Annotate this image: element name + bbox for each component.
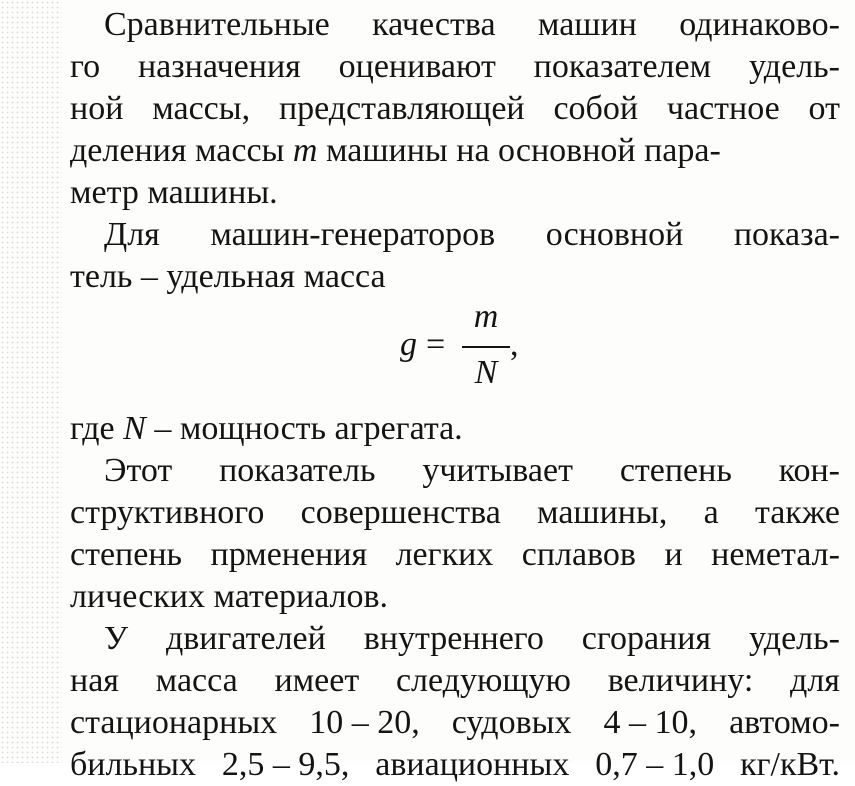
word: неметал- — [711, 536, 840, 573]
p4-line-2 — [70, 660, 840, 702]
word: машин-генераторов — [210, 216, 496, 253]
word: ной — [70, 90, 124, 127]
word: показа- — [733, 216, 840, 253]
p1-line-3 — [70, 88, 840, 130]
word: легких — [395, 536, 494, 573]
word: степень — [70, 536, 183, 573]
line-text: деления массы — [70, 132, 293, 169]
word: показателем — [533, 48, 712, 85]
word: ная — [70, 662, 119, 699]
word: го — [70, 48, 101, 85]
word: машин — [537, 6, 637, 43]
word: машины, — [537, 494, 668, 531]
word: а — [703, 494, 719, 531]
line-text: лических материалов. — [70, 578, 389, 615]
word: имеет — [274, 662, 360, 699]
word: Сравнительные — [104, 6, 330, 43]
word: Для — [104, 216, 160, 253]
p3-line-2 — [70, 492, 840, 534]
p1-line-4 — [70, 130, 721, 172]
p1-line-2 — [70, 46, 840, 88]
p1-line-1 — [70, 4, 840, 46]
word: 2,5 – 9,5, — [221, 746, 350, 783]
word: судовых — [451, 704, 572, 741]
word: стационарных — [70, 704, 278, 741]
word: частное — [666, 90, 780, 127]
word: назначения — [137, 48, 301, 85]
word: структивного — [70, 494, 265, 531]
line-text: тель – удельная масса — [70, 258, 386, 295]
word: величину: — [607, 662, 754, 699]
word: следующую — [395, 662, 571, 699]
word: удель- — [748, 48, 840, 85]
formula-comma: , — [510, 326, 519, 363]
word: представляющей — [278, 90, 525, 127]
line-text: – мощность агрегата. — [145, 410, 463, 447]
formula-denominator: N — [474, 354, 498, 391]
word: двигателей — [165, 620, 326, 657]
word: также — [754, 494, 840, 531]
word: показатель — [219, 452, 376, 489]
scan-speckle-margin — [0, 0, 62, 763]
word: совершенства — [300, 494, 501, 531]
word: массы, — [152, 90, 251, 127]
formula-lhs: g — [400, 326, 417, 363]
line-text: метр машины. — [70, 174, 278, 211]
p3-line-3 — [70, 534, 840, 576]
variable-m: m — [292, 132, 318, 169]
formula-numerator: m — [473, 298, 499, 335]
word: Этот — [104, 452, 173, 489]
word: 4 – 10, — [603, 704, 698, 741]
p4-line-3 — [70, 702, 840, 744]
line-text: машины на основной пара- — [317, 132, 721, 169]
p3-line-4 — [70, 576, 388, 618]
word: кг/кВт. — [740, 746, 840, 783]
p4-line-4 — [70, 744, 840, 786]
word: оценивают — [338, 48, 496, 85]
word: сплавов — [521, 536, 636, 573]
formula-equals: = — [426, 326, 446, 363]
word: собой — [553, 90, 639, 127]
p3-line-1 — [70, 450, 840, 492]
word: масса — [155, 662, 238, 699]
p2-line-2 — [70, 256, 386, 298]
word: для — [790, 662, 840, 699]
variable-N: N — [123, 410, 146, 447]
word: одинаково- — [679, 6, 840, 43]
word: сгорания — [581, 620, 712, 657]
word: от — [808, 90, 840, 127]
where-line — [70, 408, 463, 450]
word: кон- — [778, 452, 840, 489]
fraction-bar — [462, 346, 510, 348]
word: 0,7 – 1,0 — [595, 746, 715, 783]
word: авиационных — [375, 746, 570, 783]
word: 10 – 20, — [309, 704, 420, 741]
p1-line-5 — [70, 172, 278, 214]
word: и — [664, 536, 683, 573]
word: прменения — [210, 536, 368, 573]
word: удель- — [748, 620, 840, 657]
word: внутреннего — [363, 620, 544, 657]
p4-line-1 — [70, 618, 840, 660]
word: учитывает — [422, 452, 573, 489]
word: У — [104, 620, 129, 657]
word: основной — [545, 216, 684, 253]
line-text: где — [70, 410, 124, 447]
word: степень — [619, 452, 732, 489]
word: качества — [372, 6, 496, 43]
p2-line-1 — [70, 214, 840, 256]
word: автомо- — [729, 704, 840, 741]
word: бильных — [70, 746, 197, 783]
